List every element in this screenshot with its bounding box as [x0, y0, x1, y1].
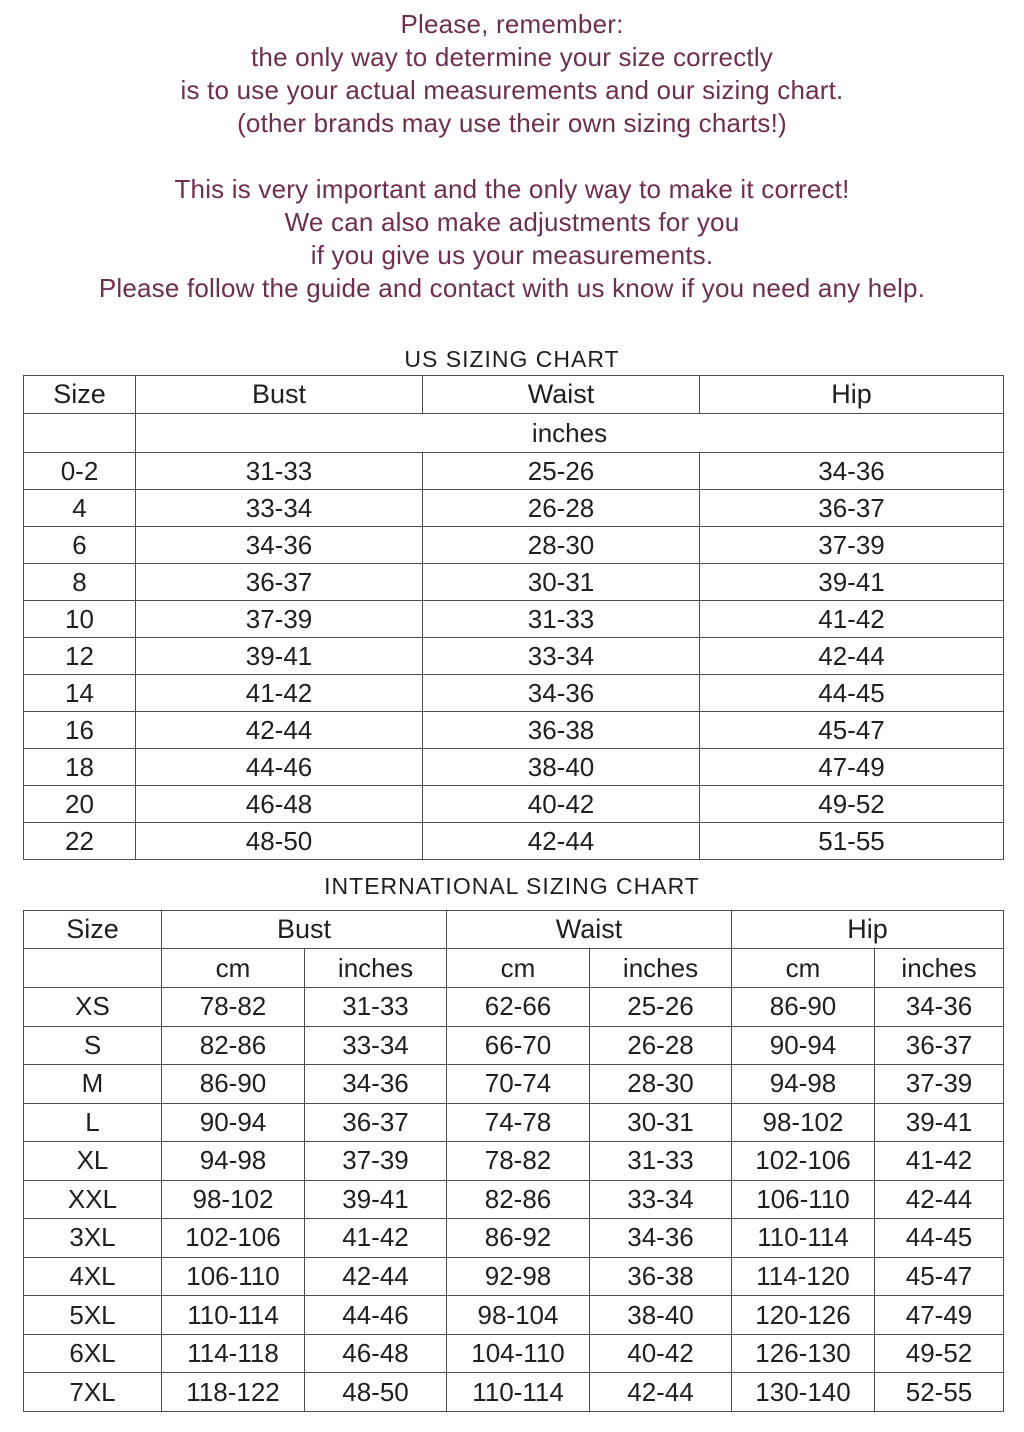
unit-label-cell: inches	[305, 949, 447, 988]
table-cell: 7XL	[24, 1373, 162, 1412]
table-row	[24, 786, 1004, 823]
us-chart-title: US SIZING CHART	[404, 346, 620, 372]
table-cell: 34-36	[590, 1219, 732, 1258]
table-cell: 120-126	[732, 1296, 875, 1335]
table-cell: 39-41	[875, 1103, 1004, 1142]
intl-col-header-hip: Hip	[732, 911, 1004, 949]
table-cell: 37-39	[700, 527, 1004, 564]
table-cell: 36-37	[700, 490, 1004, 527]
table-cell: 4	[24, 490, 136, 527]
table-row	[24, 1296, 1004, 1335]
intl-table-header-row	[24, 911, 1004, 949]
table-cell: 86-90	[732, 988, 875, 1027]
table-cell: 36-38	[590, 1257, 732, 1296]
table-cell: 41-42	[700, 601, 1004, 638]
table-cell: 41-42	[136, 675, 423, 712]
table-row	[24, 1334, 1004, 1373]
table-cell: 51-55	[700, 823, 1004, 860]
intl-table-unit-row	[24, 949, 1004, 988]
table-cell: 0-2	[24, 453, 136, 490]
table-row	[24, 601, 1004, 638]
table-cell: 28-30	[423, 527, 700, 564]
table-cell: 12	[24, 638, 136, 675]
table-cell: 110-114	[447, 1373, 590, 1412]
table-cell: 34-36	[700, 453, 1004, 490]
table-cell: 78-82	[162, 988, 305, 1027]
table-cell: 33-34	[423, 638, 700, 675]
table-row	[24, 823, 1004, 860]
table-cell: 41-42	[875, 1142, 1004, 1181]
table-cell: 36-37	[305, 1103, 447, 1142]
table-cell: XS	[24, 988, 162, 1027]
table-cell: S	[24, 1026, 162, 1065]
table-row	[24, 564, 1004, 601]
table-cell: 106-110	[162, 1257, 305, 1296]
table-cell: 86-90	[162, 1065, 305, 1104]
table-cell: 102-106	[162, 1219, 305, 1258]
us-col-header-size: Size	[24, 376, 136, 414]
table-cell: 26-28	[423, 490, 700, 527]
table-cell: 31-33	[423, 601, 700, 638]
intro-line: (other brands may use their own sizing charts!)	[237, 108, 787, 138]
table-cell: 44-45	[875, 1219, 1004, 1258]
table-cell: XL	[24, 1142, 162, 1181]
table-cell: 49-52	[700, 786, 1004, 823]
unit-label-cell: inches	[136, 414, 1004, 453]
table-cell: 6XL	[24, 1334, 162, 1373]
table-cell: 82-86	[447, 1180, 590, 1219]
table-row	[24, 749, 1004, 786]
table-cell: 34-36	[305, 1065, 447, 1104]
intro-text-block	[0, 8, 1024, 305]
table-cell: 42-44	[875, 1180, 1004, 1219]
table-cell: 40-42	[590, 1334, 732, 1373]
table-cell: 52-55	[875, 1373, 1004, 1412]
table-row	[24, 527, 1004, 564]
table-cell: 25-26	[590, 988, 732, 1027]
table-cell: M	[24, 1065, 162, 1104]
table-cell: 45-47	[875, 1257, 1004, 1296]
table-cell: 14	[24, 675, 136, 712]
table-cell: 104-110	[447, 1334, 590, 1373]
table-cell: L	[24, 1103, 162, 1142]
table-cell: 39-41	[136, 638, 423, 675]
table-cell: 31-33	[305, 988, 447, 1027]
table-cell: 106-110	[732, 1180, 875, 1219]
intro-line: the only way to determine your size correctly	[251, 42, 773, 72]
table-cell: 74-78	[447, 1103, 590, 1142]
table-cell: 5XL	[24, 1296, 162, 1335]
table-cell: 110-114	[162, 1296, 305, 1335]
table-cell: 45-47	[700, 712, 1004, 749]
table-cell: 102-106	[732, 1142, 875, 1181]
table-cell: 62-66	[447, 988, 590, 1027]
table-row	[24, 1026, 1004, 1065]
table-row	[24, 1142, 1004, 1181]
table-cell: 28-30	[590, 1065, 732, 1104]
table-cell: 94-98	[732, 1065, 875, 1104]
table-cell: 20	[24, 786, 136, 823]
intro-line: if you give us your measurements.	[310, 240, 714, 270]
unit-label-cell: inches	[875, 949, 1004, 988]
table-cell: 47-49	[875, 1296, 1004, 1335]
table-cell: 90-94	[732, 1026, 875, 1065]
table-row	[24, 1103, 1004, 1142]
table-cell: 34-36	[423, 675, 700, 712]
intro-line: This is very important and the only way to make it correct!	[174, 174, 850, 204]
table-cell: 22	[24, 823, 136, 860]
table-cell: 48-50	[305, 1373, 447, 1412]
intl-col-header-bust: Bust	[162, 911, 447, 949]
table-cell: 44-46	[305, 1296, 447, 1335]
table-cell: 42-44	[590, 1373, 732, 1412]
table-cell: 78-82	[447, 1142, 590, 1181]
intro-line: is to use your actual measurements and our sizing chart.	[180, 75, 844, 105]
table-cell: 36-37	[875, 1026, 1004, 1065]
table-cell: 16	[24, 712, 136, 749]
table-cell: 8	[24, 564, 136, 601]
table-cell: 33-34	[305, 1026, 447, 1065]
table-cell: 130-140	[732, 1373, 875, 1412]
international-sizing-table	[23, 910, 1004, 1412]
table-row	[24, 675, 1004, 712]
us-table-unit-row	[24, 414, 1004, 453]
us-col-header-waist: Waist	[423, 376, 700, 414]
table-cell: 38-40	[590, 1296, 732, 1335]
intro-line: Please follow the guide and contact with us know if you need any help.	[98, 273, 926, 303]
table-cell: 70-74	[447, 1065, 590, 1104]
table-cell: 44-46	[136, 749, 423, 786]
table-cell: 92-98	[447, 1257, 590, 1296]
us-col-header-hip: Hip	[700, 376, 1004, 414]
table-cell: 31-33	[136, 453, 423, 490]
unit-label-cell: cm	[447, 949, 590, 988]
intl-col-header-waist: Waist	[447, 911, 732, 949]
unit-row-empty-cell	[24, 949, 162, 988]
table-row	[24, 1257, 1004, 1296]
table-cell: 36-37	[136, 564, 423, 601]
table-cell: 48-50	[136, 823, 423, 860]
table-cell: 90-94	[162, 1103, 305, 1142]
table-cell: 39-41	[700, 564, 1004, 601]
table-cell: 42-44	[305, 1257, 447, 1296]
table-cell: 34-36	[875, 988, 1004, 1027]
table-cell: 26-28	[590, 1026, 732, 1065]
table-cell: 82-86	[162, 1026, 305, 1065]
table-cell: 40-42	[423, 786, 700, 823]
table-cell: 30-31	[590, 1103, 732, 1142]
table-cell: 4XL	[24, 1257, 162, 1296]
table-cell: 38-40	[423, 749, 700, 786]
table-row	[24, 1373, 1004, 1412]
table-cell: 3XL	[24, 1219, 162, 1258]
table-cell: 98-102	[162, 1180, 305, 1219]
table-row	[24, 453, 1004, 490]
table-row	[24, 988, 1004, 1027]
table-cell: 46-48	[136, 786, 423, 823]
unit-row-empty-cell	[24, 414, 136, 453]
unit-label-cell: cm	[162, 949, 305, 988]
table-cell: 39-41	[305, 1180, 447, 1219]
table-cell: 94-98	[162, 1142, 305, 1181]
table-cell: 34-36	[136, 527, 423, 564]
table-row	[24, 1180, 1004, 1219]
unit-label-cell: cm	[732, 949, 875, 988]
table-cell: 42-44	[700, 638, 1004, 675]
table-row	[24, 638, 1004, 675]
table-cell: 98-102	[732, 1103, 875, 1142]
table-row	[24, 1219, 1004, 1258]
table-cell: 114-120	[732, 1257, 875, 1296]
unit-label-cell: inches	[590, 949, 732, 988]
table-cell: 47-49	[700, 749, 1004, 786]
table-cell: 30-31	[423, 564, 700, 601]
intro-line-spacer	[0, 140, 1024, 173]
table-cell: 41-42	[305, 1219, 447, 1258]
table-cell: 42-44	[136, 712, 423, 749]
table-cell: 114-118	[162, 1334, 305, 1373]
table-cell: 6	[24, 527, 136, 564]
us-table-header-row	[24, 376, 1004, 414]
table-cell: 86-92	[447, 1219, 590, 1258]
table-row	[24, 1065, 1004, 1104]
table-row	[24, 490, 1004, 527]
table-cell: 46-48	[305, 1334, 447, 1373]
table-cell: 42-44	[423, 823, 700, 860]
international-chart-title: INTERNATIONAL SIZING CHART	[324, 873, 700, 899]
table-cell: 98-104	[447, 1296, 590, 1335]
table-cell: 126-130	[732, 1334, 875, 1373]
intl-col-header-size: Size	[24, 911, 162, 949]
table-cell: 25-26	[423, 453, 700, 490]
intro-line: We can also make adjustments for you	[284, 207, 740, 237]
table-cell: 36-38	[423, 712, 700, 749]
table-cell: 49-52	[875, 1334, 1004, 1373]
table-cell: 33-34	[136, 490, 423, 527]
table-cell: 37-39	[136, 601, 423, 638]
table-cell: 33-34	[590, 1180, 732, 1219]
table-cell: XXL	[24, 1180, 162, 1219]
us-col-header-bust: Bust	[136, 376, 423, 414]
table-cell: 31-33	[590, 1142, 732, 1181]
intro-line: Please, remember:	[400, 9, 624, 39]
table-cell: 37-39	[305, 1142, 447, 1181]
table-row	[24, 712, 1004, 749]
us-sizing-table	[23, 375, 1004, 860]
table-cell: 110-114	[732, 1219, 875, 1258]
table-cell: 37-39	[875, 1065, 1004, 1104]
table-cell: 18	[24, 749, 136, 786]
table-cell: 118-122	[162, 1373, 305, 1412]
table-cell: 44-45	[700, 675, 1004, 712]
table-cell: 10	[24, 601, 136, 638]
table-cell: 66-70	[447, 1026, 590, 1065]
